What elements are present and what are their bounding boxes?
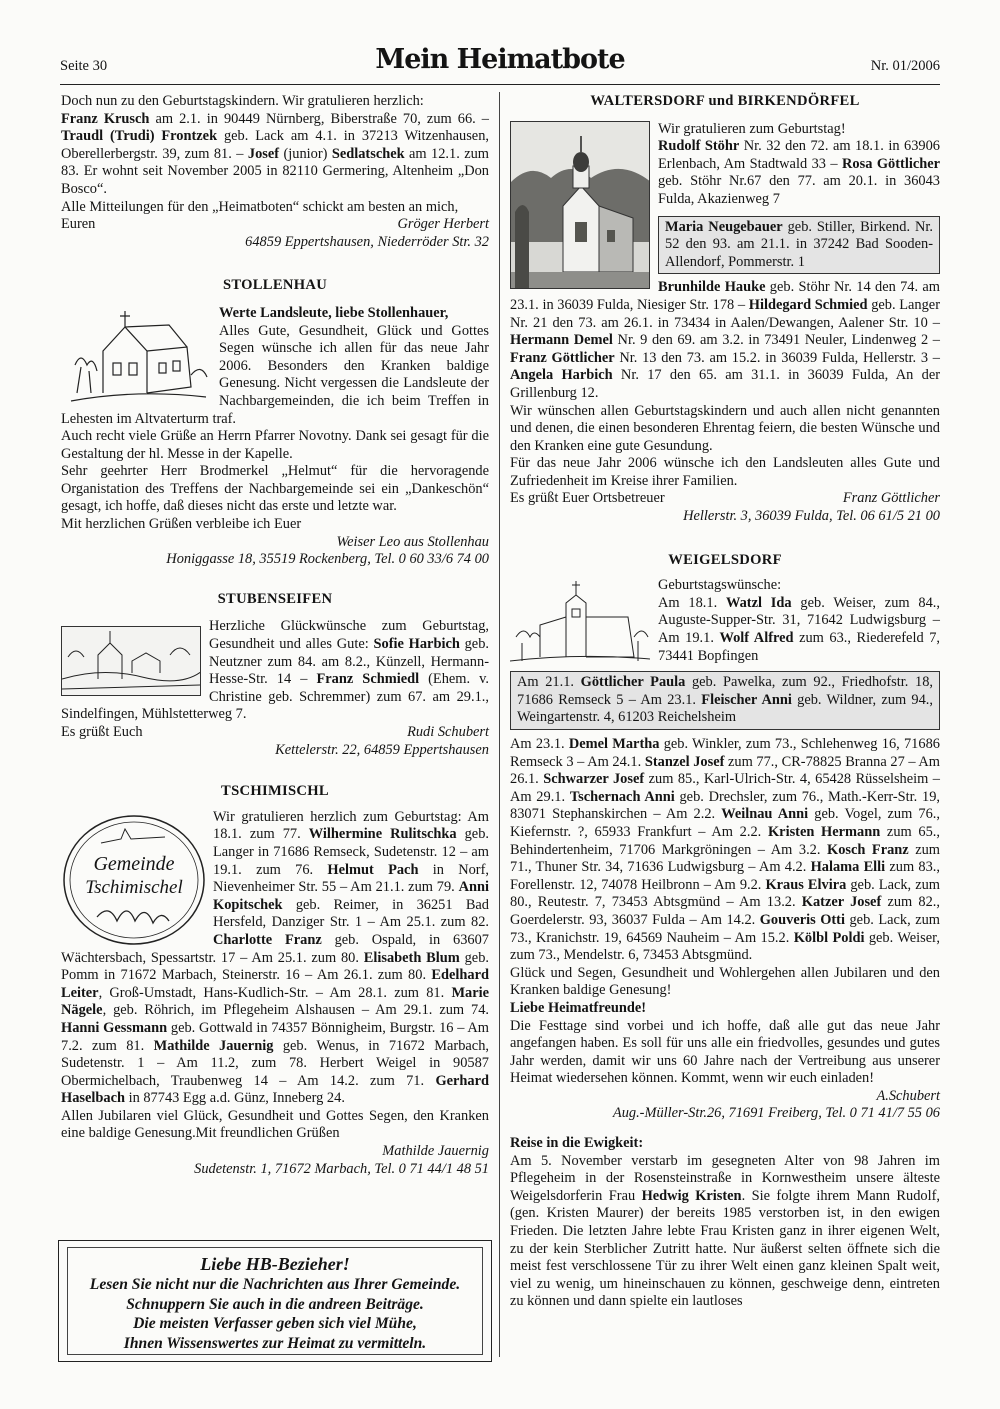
weigelsdorf-address: Aug.-Müller-Str.26, 71691 Freiberg, Tel. 0 71 41/7 55 06 <box>612 1105 940 1122</box>
text-run: zum 82., Goerdelerstr. 93, 36037 Fulda – Am 14.2. <box>510 894 940 928</box>
text-run: Kraus Elvira <box>765 876 847 893</box>
waltersdorf-highlight-box <box>658 216 940 275</box>
text-run: (Ehem. v. Christine geb. Schremmer) zum 67. am 29.1., Sindelfingen, Mühlstetterweg 7. <box>61 671 490 723</box>
text-run: Rudolf Stöhr <box>658 138 740 155</box>
text-run: Fleischer Anni <box>701 691 792 708</box>
text-run: geb. Weiser, zum 84., Auguste-Supper-Str. 31, 71642 Ludwigsburg – Am 19.1. <box>658 594 940 647</box>
tschimischl-wishes: Allen Jubilaren viel Glück, Gesundheit und Gottes Segen, den Kranken eine baldige Genesung.Mit freundlichen Grüßen <box>61 1107 489 1142</box>
text-run: Hanni Gessmann <box>61 1019 168 1036</box>
stubenseifen-address: Kettelerstr. 22, 64859 Eppertshausen <box>275 741 489 758</box>
tschimischl-address: Sudetenstr. 1, 71672 Marbach, Tel. 0 71 44/1 48 51 <box>194 1160 489 1177</box>
text-run: Brunhilde Hauke <box>658 279 766 296</box>
text-run: Watzl Ida <box>726 594 792 611</box>
obituary-heading <box>510 1135 940 1153</box>
text-run: geb. Stöhr Nr. 14 den 74. am 23.1. in 36039 Fulda, Niesiger Str. 178 – <box>510 279 940 313</box>
text-run: geb. Drechsler, zum 76., Math.-Kerr-Str. 19, 83071 Stephanskirchen – Am 2.2. <box>510 788 940 823</box>
text-run: Marie Nägele <box>61 984 489 1019</box>
waltersdorf-newyear: Für das neue Jahr 2006 wünsche ich den Landsleuten alles Gute und Zufriedenheit im Kreise ihrer Familien. <box>510 455 940 489</box>
section-title-stubenseifen: STUBENSEIFEN <box>217 590 333 607</box>
section-title-tschimischl: TSCHIMISCHL <box>221 783 329 800</box>
text-run: Sofie Harbich <box>373 636 460 653</box>
text-run: Anni Kopitschek <box>213 879 489 913</box>
text-run: zum 85., Karl-Ulrich-Str. 4, 65428 Rüsselsheim – Am 29.1. <box>510 771 940 805</box>
text-run: Wilhermine Rulitschka <box>308 826 457 843</box>
header-rule <box>60 84 940 85</box>
text-run: zum 77., CR-78825 Branna 27 – Am 26.1. <box>510 753 940 788</box>
text-run: Schwarzer Josef <box>543 771 645 788</box>
text-run: geb. Stiller, Birkend. Nr. 52 den 93. am 21.1. in 37242 Bad Sooden-Allendorf, Pommerstr. 1 <box>665 218 933 270</box>
newspaper-logo: Mein Heimatbote <box>375 44 625 75</box>
text-run: zum 71., Thuner Str. 34, 71636 Ludwigsburg – Am 4.2. <box>510 841 941 876</box>
village-drawing <box>61 626 201 696</box>
stollenhau-text-2: Auch recht viele Grüße an Herrn Pfarrer Novotny. Dank sei gesagt für die Gestaltung der hl. Messe in der Kapelle. <box>61 428 489 462</box>
weigelsdorf-wishes: Glück und Segen, Gesundheit und Wohlergehen allen Jubilaren und den Kranken baldige Genesung! <box>510 964 940 999</box>
text-run: geb. Reimer, in 36251 Bad Hersfeld, Danziger Str. 1 – Am 25.1. zum 82. <box>213 896 489 931</box>
stollenhau-signature: Weiser Leo aus Stollenhau <box>336 533 489 550</box>
text-run: Franz Krusch <box>61 110 150 127</box>
text-run: Am 18.1. <box>658 594 727 611</box>
right-column <box>510 93 940 1311</box>
text-run: Rudi Schubert <box>407 724 489 740</box>
text-run: geb. Pawelka, zum 92., Friedhofstr. 18, 71686 Remseck 5 – Am 23.1. <box>517 674 933 708</box>
weigelsdorf-signature: A.Schubert <box>876 1087 940 1104</box>
text-run: geb. Weiser, zum 73., Mendelstr. 6, 73453 Abtsgmünd. <box>510 929 940 964</box>
notice-banner <box>58 1240 492 1362</box>
text-run: Gouveris Otti <box>759 911 845 928</box>
text-run: in 87743 Egg a.d. Günz, Inneberg 24. <box>124 1090 345 1107</box>
text-run: Halama Elli <box>810 859 886 876</box>
weigelsdorf-highlight-box <box>510 671 940 730</box>
stamp-text-2: Tschimischel <box>85 876 183 898</box>
chapel-drawing <box>61 305 211 409</box>
tschimischl-signature: Mathilde Jauernig <box>382 1143 489 1160</box>
text-run: Franz Göttlicher <box>510 349 615 366</box>
text-run: Tschernach Anni <box>569 788 675 805</box>
text-run: geb. Lack, zum 80., Reutestr. 7, 73453 Abtsgmünd – Am 13.2. <box>510 876 940 911</box>
section-title-waltersdorf: WALTERSDORF und BIRKENDÖRFEL <box>590 93 860 109</box>
text-run: Angela Harbich <box>510 367 613 384</box>
intro-address: 64859 Eppertshausen, Niederröder Str. 32 <box>245 233 489 250</box>
text-run: Traudl (Trudi) Frontzek <box>61 128 218 145</box>
church-photo <box>510 121 650 289</box>
weigelsdorf-church-drawing <box>510 577 650 669</box>
waltersdorf-greeting: Wir gratulieren zum Geburtstag! <box>658 120 846 137</box>
intro-note: Alle Mitteilungen für den „Heimatboten“ schickt am besten an mich, <box>61 198 459 215</box>
text-run: geb. Ospald, in 63607 Wächtersbach, Spessartstr. 17 – Am 25.1. zum 80. <box>61 931 489 966</box>
text-run: Es grüßt Euch <box>61 724 143 740</box>
text-run: Katzer Josef <box>801 894 882 911</box>
banner-line-4: Ihnen Wissenswertes zur Heimat zu vermitteln. <box>123 1334 427 1352</box>
text-run: zum 63., Riederefeld 7, 73441 Bopfingen <box>658 630 940 664</box>
text-run: Hedwig Kristen <box>641 1187 742 1204</box>
stamp-text-1: Gemeinde <box>93 852 175 875</box>
weigelsdorf-birthdays-2 <box>510 736 940 965</box>
text-run: Werte Landsleute, liebe Stollenhauer, <box>219 304 449 321</box>
weigelsdorf-subheading <box>510 1000 940 1018</box>
text-run: , Groß-Umstadt, Hans-Kudlich-Str. – Am 28.1. zum 81. <box>98 984 452 1001</box>
text-run: Edelhard Leiter <box>61 967 489 1001</box>
section-title-weigelsdorf: WEIGELSDORF <box>668 551 782 568</box>
text-run: Josef <box>247 145 280 162</box>
stubenseifen-closing <box>61 724 489 742</box>
text-run: in Norf, Nievenheimer Str. 55 – Am 21.1. zum 79. <box>213 861 489 896</box>
waltersdorf-birthdays-2 <box>510 279 940 402</box>
stollenhau-text-1: Alles Gute, Gesundheit, Glück und Gottes Segen wünsche ich allen für das neue Jahr 2006. Besonders den Kranken baldige Genesung. Nicht vergessen die Landsleute der Nachbargemeinden, die ich beim Treffen in Lehesten im Altvaterturm traf. <box>61 322 489 427</box>
text-run: Liebe Heimatfreunde! <box>510 999 647 1016</box>
intro-closing <box>61 216 489 234</box>
text-run: geb. Pomm in 71672 Marbach, Steinerstr. 16 – Am 26.1. zum 80. <box>61 949 489 984</box>
text-run: Göttlicher Paula <box>580 674 686 691</box>
text-run: Reise in die Ewigkeit: <box>510 1135 644 1152</box>
text-run: Franz Schmiedl <box>316 671 420 688</box>
text-run: Nr. 9 den 69. am 3.2. in 73491 Neuler, Lindenweg 2 – <box>612 332 940 349</box>
text-run: Rosa Göttlicher <box>842 155 940 172</box>
text-run: Charlotte Franz <box>213 931 322 948</box>
text-run: geb. Neutzner zum 84. am 8.2., Künzell, Hermann-Hesse-Str. 14 – <box>209 636 489 688</box>
text-run: Hermann Demel <box>510 332 613 349</box>
text-run: Es grüßt Euer Ortsbetreuer <box>510 490 665 507</box>
text-run: Gerhard Haselbach <box>61 1072 489 1107</box>
text-run: Helmut Pach <box>327 861 419 878</box>
banner-line-2: Schnuppern Sie auch in die andreen Beiträge. <box>126 1295 424 1313</box>
text-run: Gröger Herbert <box>397 216 489 233</box>
text-run: Kölbl Poldi <box>793 929 865 946</box>
weigelsdorf-letter: Die Festtage sind vorbei und ich hoffe, daß alle gut das neue Jahr angefangen haben. Es soll für uns alle ein friedvolles, gesundes und gutes Jahr werden, damit wir uns 60 Jahre nach der Vertreibung aus unserer Heimat wiedersehen können. Kommt, wenn wir euch einladen! <box>510 1017 940 1087</box>
text-run: Maria Neugebauer <box>665 218 783 235</box>
page-header <box>60 44 940 84</box>
banner-line-1: Lesen Sie nicht nur die Nachrichten aus Ihrer Gemeinde. <box>89 1276 461 1293</box>
text-run: Stanzel Josef <box>644 753 725 770</box>
text-run: am 2.1. in 90449 Nürnberg, Biberstraße 70, zum 66. – <box>149 110 489 127</box>
text-run: geb. Stöhr Nr.67 den 77. am 20.1. in 36043 Fulda, Akazienweg 7 <box>658 173 940 207</box>
waltersdorf-closing <box>510 490 940 508</box>
text-run: Euren <box>61 216 96 233</box>
text-run: , geb. Röhrich, im Pflegeheim Alshausen – Am 29.1. zum 74. <box>102 1002 489 1019</box>
text-run: Nr. 17 den 65. am 31.1. in 36039 Fulda, An der Grillenburg 12. <box>510 367 940 401</box>
text-run: zum 65., Behindertenheim, 71706 Markgröningen – Am 3.2. <box>510 823 940 858</box>
column-divider <box>499 92 500 1357</box>
waltersdorf-wishes: Wir wünschen allen Geburtstagskindern und auch allen nicht genannten und denen, die einen besonderen Ehrentag feiern, die besten Wünsche und den Kranken eine gute Gesundung. <box>510 402 940 454</box>
text-run: Am 23.1. <box>510 736 569 752</box>
text-run: Kosch Franz <box>827 841 909 858</box>
page-number: Seite 30 <box>60 58 108 74</box>
text-run: Sedlatschek <box>331 145 405 162</box>
text-run: Demel Martha <box>568 736 660 752</box>
text-run: geb. Vogel, zum 76., Kiefernstr. ?, 65933 Frankfurt – Am 2.2. <box>510 806 941 840</box>
text-run: (junior) <box>279 145 332 162</box>
text-run: geb. Gottwald in 74357 Bönnigheim, Burgstr. 16 – Am 7.2. zum 81. <box>61 1019 489 1054</box>
text-run: geb. Lack, zum 73., Kranichstr. 19, 64569 Nauheim – Am 15.2. <box>510 911 940 946</box>
text-run: Kristen Hermann <box>767 823 881 840</box>
text-run: Hildegard Schmied <box>748 296 868 313</box>
text-run: . Sie folgte ihrem Mann Rudolf, (gen. Kristen Maurer) der bereits 1985 verstorben ist, in den ewigen Frieden. Die letzten Jahre lebte Frau Kristen ganz in ihrer eigenen Welt, zu der kein Sterblicher Zutritt hatte. Nur äußerst selten öffnete sich die meist fest verschlossene Tür zu ihrer Welt einen ganz kleinen Spalt weit, viel zu wenig, um hineinschauen zu können, geschweige denn, eintreten zu können und dann spielte ein lautloses <box>510 1187 940 1310</box>
text-run: Mathilde Jauernig <box>153 1037 274 1054</box>
text-run: Franz Göttlicher <box>842 490 940 507</box>
stollenhau-text-3: Sehr geehrter Herr Brodmerkel „Helmut“ für die hervoragende Organistation des Treffens der Nachbargemeinde sei ein „Dankeschön“ gesagt, ich hoffe, daß dieses nicht das erste und letzte war. <box>61 463 489 515</box>
text-run: Nr. 32 den 72. am 18.1. in 63906 Erlenbach, Am Stadtwald 33 – <box>658 138 940 172</box>
stollenhau-text-4: Mit herzlichen Grüßen verbleibe ich Euer <box>61 516 302 533</box>
text-run: Herzliche Glückwünsche zum Geburtstag, Gesundheit und alles Gute: <box>209 618 489 653</box>
municipality-stamp <box>61 813 207 947</box>
text-run: Am 21.1. <box>517 674 581 691</box>
section-title-stollenhau: STOLLENHAU <box>222 277 328 294</box>
text-run: geb. Wildner, zum 94., Weingartenstr. 4, 61203 Reichelsheim <box>517 691 933 726</box>
text-run: Wir gratulieren herzlich zum Geburtstag: Am 18.1. zum 77. <box>213 808 489 843</box>
text-run: Weilnau Anni <box>721 806 809 823</box>
notice-banner-inner <box>67 1247 483 1355</box>
text-run: am 12.1. zum 83. Er wohnt seit November 2005 in 82110 Germering, Altenheim „Don Bosco“. <box>61 145 489 197</box>
banner-title: Liebe HB-Bezieher! <box>200 1254 350 1274</box>
weigelsdorf-intro: Geburtstagswünsche: <box>658 577 782 594</box>
text-run: geb. Lack am 4.1. in 37213 Witzenhausen, Oberellerbergstr. 39, zum 81. – <box>61 128 489 162</box>
left-column <box>61 93 489 1178</box>
text-run: zum 83., Forellenstr. 12, 74078 Heilbronn – Am 9.2. <box>510 859 940 893</box>
text-run: Elisabeth Blum <box>363 949 460 966</box>
issue-number: Nr. 01/2006 <box>870 58 940 74</box>
text-run: Am 5. November verstarb im gesegneten Alter von 98 Jahren im Pflegeheim in der Rosensteinstraße in Kornwestheim unsere älteste Weigelsdorferin Frau <box>510 1152 940 1204</box>
banner-line-3: Die meisten Verfasser geben sich viel Mühe, <box>133 1315 417 1332</box>
text-run: geb. Langer in 71686 Remseck, Sudetenstr. 12 – am 19.1. zum 76. <box>213 826 489 878</box>
text-run: Wolf Alfred <box>719 630 794 647</box>
stollenhau-address: Honiggasse 18, 35519 Rockenberg, Tel. 0 60 33/6 74 00 <box>166 551 489 568</box>
text-run: geb. Langer Nr. 21 den 73. am 26.1. in 73434 in Aalen/Dewangen, Aalener Str. 10 – <box>510 296 940 331</box>
text-run: geb. Wenus, in 71672 Marbach, Sudetenstr. 1 – Am 11.2, zum 78. Herbert Weigel in 90587 Obermichelbach, Traubenweg 14 – Am 14.2. zum 71. <box>61 1037 489 1089</box>
text-run: Nr. 13 den 73. am 15.2. in 36039 Fulda, Hellerstr. 3 – <box>614 349 941 366</box>
intro-birthdays <box>61 111 489 199</box>
intro-line: Doch nun zu den Geburtstagskindern. Wir gratulieren herzlich: <box>61 93 424 109</box>
obituary-text <box>510 1153 940 1311</box>
waltersdorf-address: Hellerstr. 3, 36039 Fulda, Tel. 06 61/5 21 00 <box>683 508 940 525</box>
text-run: geb. Winkler, zum 73., Schlehenweg 16, 71686 Remseck 3 – Am 24.1. <box>510 736 940 770</box>
